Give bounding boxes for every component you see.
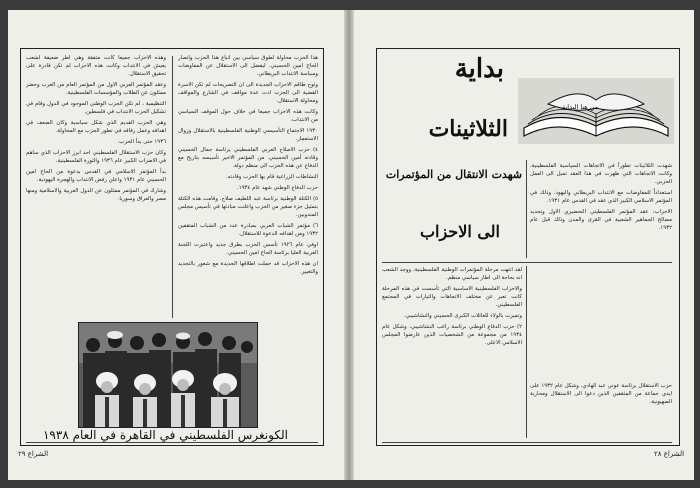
book-spine: [344, 10, 354, 480]
left-column-divider: [172, 56, 173, 318]
left-col-right: هذا الحزب محاولة لطوق سياسي بين انباع هذا الحزب وانصار الحاج امين الحسيني. ليفضل الى الاستقلال عن المفاوضات وسياسة الانتداب البريطاني. وثوح طاقم الاحزاب الجديدة الى ان التصريحات لم تكن الاسرة القضية الى الحزب ادت عدة مواقف في الشارع والمواقف ومحاولة الاستقلال. وكانت هذه الاحزاب جميعا في خلاف حول الموقف السياسي من الانتداب. ١٩٣٠ الاجتماع التأسيسي الوطنية الفلسطينية بالاستقلال وزوال الاستعمار. ٤) حزب الاصلاح العربي الفلسطيني يرئاسة جمال الحسيني وقادته أمين الحسيني. من المؤتمر الاخير تأسيسه بتاريخ مع الدفاع عن هذه الحزب الى منظم دولة. النشاطات الزراعية قام بها الحزب وقادته. حزب الدفاع الوطني شهد عام ١٩٣٤. ٥) الكتلة الوطنية برئاسة عبد اللطيف صلاح. وقامت هذه الكتلة بتمثيل جزء صغير من الحزب واعلنت مبادئها في تأسيس مجلس المندوبين. ٦) مؤتمر الشباب العربي بمبادرة عدد من الشباب المتقفين ١٩٣٢ ومن اهدافه الدعوة للاستقلال. اوفي عام ١٩٢٦ تأسس الحزب بطرق جديد واعتبرت اللجنة العربية العليا برئاسة الحاج امين الحسيني. ان هذه الاحزاب قد حملت اطلاقها الجديدة مع شعور بالتجديد والتغيير.: [178, 55, 318, 275]
photo-caption: الكونغرس الفلسطيني في القاهرة في العام ١٩٣٨: [42, 428, 288, 442]
congress-photo: [78, 322, 258, 428]
left-col-left: وهذه الاحزاب جميعا كانت متفقة وهي اطر ضعيفة لشعب يعيش في الانتداب وكانت هذه الاحزاب لم تكن قادرة على تحقيق الاستقلال. وعقد المؤتمر العربي الاول من المؤتمر العام من العرب وحضر ممثلون عن الطلاب والمؤسسات الفلسطينية. التنظيمية ، لم تكن الحزب الوطني الموجود في الدول وقام في تشكيل الحزب الانتداب في فلسطين. وهي الحزب القديم الذي شكل سياسية وكان الضعف في اهدافه وعمل رفاقه في تطور الحزب مع المحاولة. ١٩٣٦ حتى بدأ الحزب. وكان حزب الاستقلال الفلسطيني احد ابرز الاحزاب الذي ساهم في الاضراب الكبير عام ١٩٣٦ والثورة الفلسطينية. بدأ المؤتمر الاسلامي في القدس بدعوة من الحاج امين الحسيني عام ١٩٣١ واعلن رفض الانتداب والهجرة اليهودية. وشارك في المؤتمر ممثلون عن الدول العربية والاسلامية ومنها مصر والعراق وسوريا.: [26, 55, 166, 202]
title-line-4: الى الاحزاب: [419, 222, 500, 241]
group-photo-figures: [79, 323, 257, 427]
book-ribbon-text: من هنا البداية: [562, 103, 599, 111]
title-line-3: شهدت الانتقال من المؤتمرات: [385, 168, 522, 181]
title-line-2: الثلاثينات: [428, 116, 508, 142]
right-col-lower-right: حزب الاستقلال برئاسة عوني عبد الهادي، وشكل عام ١٩٣٢ على ايدي جماعة من المثقفين الذين دعوا الى الاستقلال ومحاربة الصهيونية.: [530, 383, 672, 405]
right-bottom-rule: [382, 442, 672, 443]
right-header-rule: [382, 262, 672, 263]
right-lower-divider: [526, 266, 527, 438]
right-col-right: شهدت الثلاثينات تطوراً في الاتجاهات السياسية الفلسطينية، وكانت الاتجاهات التي ظهرت في هذا العقد تميل الى العمل الحزبي. استعداداً للمفاوضات مع الانتداب البريطاني واليهود. وذلك في المؤتمر الاسلامي الكبير الذي عقد في القدس عام ١٩٣١. الاحزاب: عقد المؤتمر الفلسطيني التحضيري الاول وتحديد مصالح الجماهير الشعبية في القرى والمدن وذلك قبل عام ١٩٣٢.: [530, 163, 672, 231]
left-bottom-rule: [26, 442, 318, 443]
right-column-divider: [526, 160, 527, 258]
left-folio: الشراع ٢٩: [18, 450, 49, 458]
open-book-illustration: [518, 78, 674, 144]
right-folio: الشراع ٢٨: [654, 450, 685, 458]
right-col-left: لقد انتهت مرحلة المؤتمرات الوطنية الفلسطينية، ووجد الشعب انه بحاجة الى اطار سياسي منظم. والاحزاب الفلسطينية الاساسية التي تأسست في هذه المرحلة كانت تعبر عن مختلف الاتجاهات والتيارات في المجتمع الفلسطيني. وتميزت بالولاء للعائلات الكبرى الحسيني والنشاشيبي. ٢) حزب الدفاع الوطني برئاسة راغب النشاشيبي، وشكل عام ١٩٣٤ من مجموعة من الشخصيات الذين عارضوا المجلس الاسلامي الاعلى.: [382, 267, 522, 346]
title-line-1: بداية: [454, 54, 504, 84]
